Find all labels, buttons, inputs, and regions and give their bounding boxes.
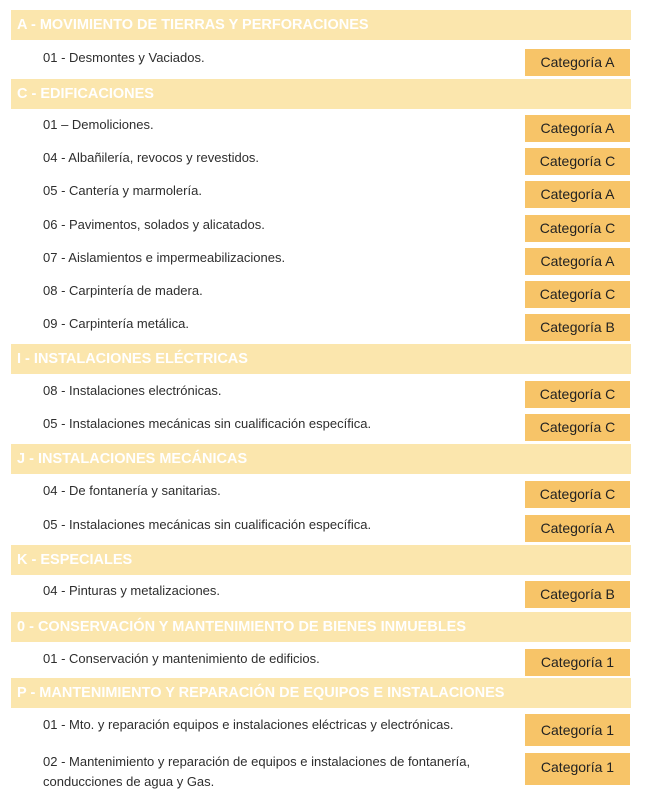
section-header-p: P - MANTENIMIENTO Y REPARACIÓN DE EQUIPOS E INSTALACIONES bbox=[11, 678, 631, 708]
list-item-label: 07 - Aislamientos e impermeabilizaciones. bbox=[43, 250, 286, 265]
category-badge: Categoría B bbox=[525, 314, 630, 341]
section-header-a: A - MOVIMIENTO DE TIERRAS Y PERFORACIONES bbox=[11, 10, 631, 40]
list-item-label: 08 - Instalaciones electrónicas. bbox=[43, 383, 222, 398]
category-badge: Categoría C bbox=[525, 281, 630, 308]
category-badge: Categoría 1 bbox=[525, 753, 630, 785]
category-badge: Categoría C bbox=[525, 215, 630, 242]
category-badge: Categoría B bbox=[525, 581, 630, 608]
category-badge: Categoría C bbox=[525, 481, 630, 508]
section-header-j: J - INSTALACIONES MECÁNICAS bbox=[11, 444, 631, 474]
list-item-label: 09 - Carpintería metálica. bbox=[43, 316, 189, 331]
category-badge: Categoría C bbox=[525, 381, 630, 408]
list-item-label: 05 - Cantería y marmolería. bbox=[43, 183, 202, 198]
section-header-k: K - ESPECIALES bbox=[11, 545, 631, 575]
category-badge: Categoría A bbox=[525, 49, 630, 76]
category-badge: Categoría C bbox=[525, 148, 630, 175]
category-badge: Categoría 1 bbox=[525, 649, 630, 676]
list-item-label: 01 – Demoliciones. bbox=[43, 117, 154, 132]
list-item-label: 01 - Desmontes y Vaciados. bbox=[43, 50, 205, 65]
list-item-label: 04 - De fontanería y sanitarias. bbox=[43, 483, 221, 498]
category-badge: Categoría A bbox=[525, 115, 630, 142]
category-badge: Categoría A bbox=[525, 248, 630, 275]
section-header-0: 0 - CONSERVACIÓN Y MANTENIMIENTO DE BIENES INMUEBLES bbox=[11, 612, 631, 642]
list-item-label: 01 - Mto. y reparación equipos e instalaciones eléctricas y electrónicas. bbox=[43, 717, 454, 732]
list-item-label: 02 - Mantenimiento y reparación de equipos e instalaciones de fontanería, conducciones de agua y Gas. bbox=[43, 754, 471, 789]
section-header-c: C - EDIFICACIONES bbox=[11, 79, 631, 109]
list-item-label: 05 - Instalaciones mecánicas sin cualificación específica. bbox=[43, 517, 372, 532]
list-item-label: 01 - Conservación y mantenimiento de edificios. bbox=[43, 651, 320, 666]
category-badge: Categoría A bbox=[525, 515, 630, 542]
category-badge: Categoría A bbox=[525, 181, 630, 208]
category-badge: Categoría C bbox=[525, 414, 630, 441]
list-item-label: 06 - Pavimentos, solados y alicatados. bbox=[43, 217, 265, 232]
category-badge: Categoría 1 bbox=[525, 714, 630, 746]
list-item-label: 08 - Carpintería de madera. bbox=[43, 283, 203, 298]
list-item-label: 05 - Instalaciones mecánicas sin cualificación específica. bbox=[43, 416, 372, 431]
list-item-label: 04 - Albañilería, revocos y revestidos. bbox=[43, 150, 260, 165]
section-header-i: I - INSTALACIONES ELÉCTRICAS bbox=[11, 344, 631, 374]
list-item-label: 04 - Pinturas y metalizaciones. bbox=[43, 583, 221, 598]
